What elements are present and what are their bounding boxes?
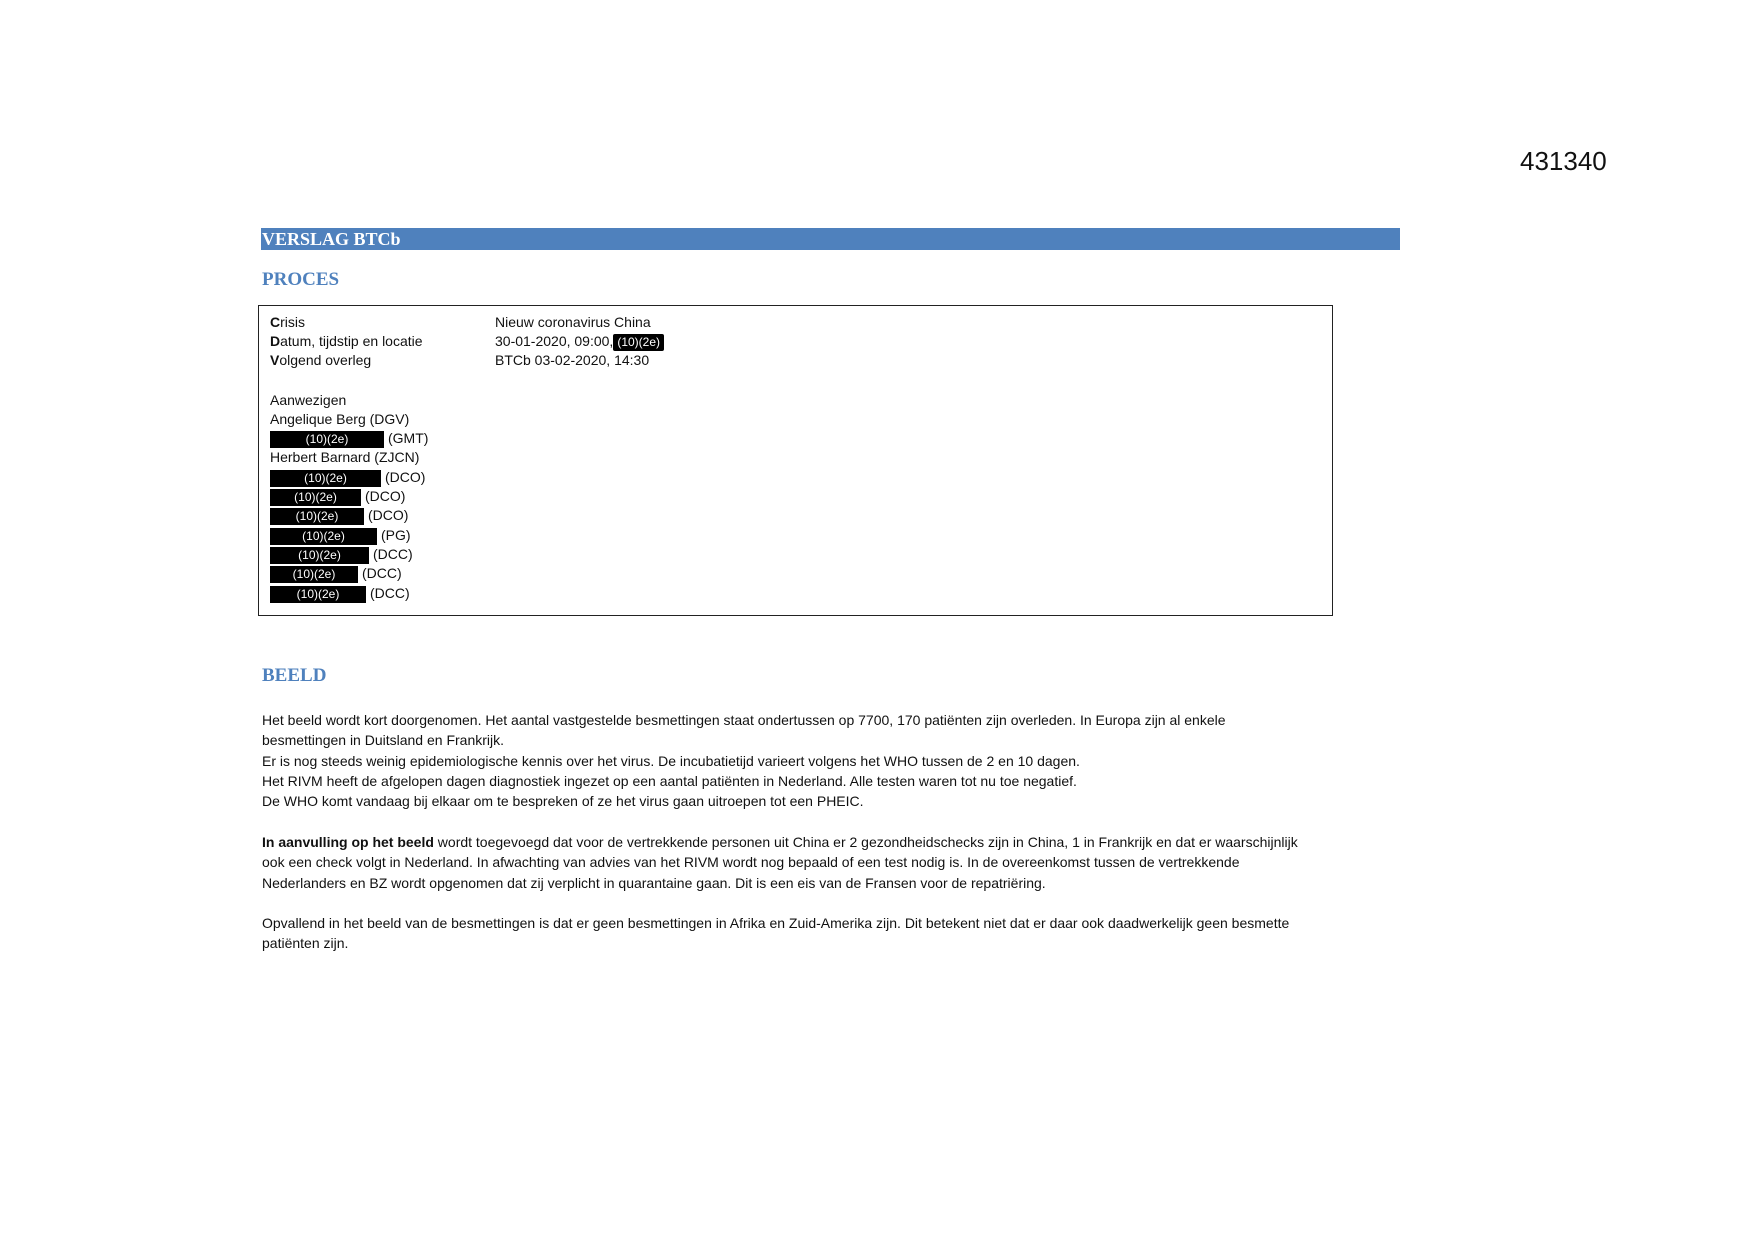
proces-table [258,305,1333,616]
text-line: Het beeld wordt kort doorgenomen. Het aantal vastgestelde besmettingen staat ondertussen op 7700, 170 patiënten zijn overleden. In Europa zijn al enkele [262,712,1226,728]
section-heading-proces: PROCES [262,269,340,290]
attendee: (10)(2e) (DCO) [270,506,408,525]
redaction-block: (10)(2e) [270,528,377,545]
text-line: Het RIVM heeft de afgelopen dagen diagnostiek ingezet op een aantal patiënten in Nederland. Alle testen waren tot nu toe negatief. [262,772,1077,789]
report-title: VERSLAG BTCb [261,228,1400,250]
attendee: (10)(2e) (DCO) [270,468,425,487]
redaction-block: (10)(2e) [270,470,381,487]
redaction-block: (10)(2e) [613,334,664,351]
text-line: patiënten zijn. [262,935,349,952]
attendee: (10)(2e) (DCO) [270,487,405,506]
attendee: (10)(2e) (DCC) [270,564,402,583]
beeld-paragraph-1 [262,710,1402,811]
redaction-block: (10)(2e) [270,586,366,603]
row-datum-label: Datum, tijdstip en locatie [270,333,423,349]
row-crisis-value: Nieuw coronavirus China [495,314,651,330]
attendee: (10)(2e) (PG) [270,526,411,545]
text-line: besmettingen in Duitsland en Frankrijk. [262,732,505,749]
row-crisis-label: Crisis [270,314,306,330]
attendee: (10)(2e) (DCC) [270,545,413,564]
attendee: Angelique Berg (DGV) [270,411,410,427]
row-volgend-label: Volgend overleg [270,352,372,368]
text-line: Nederlanders en BZ wordt opgenomen dat zij verplicht in quarantaine gaan. Dit is een eis van de Fransen voor de repatriëring. [262,874,1046,891]
redaction-block: (10)(2e) [270,489,361,506]
document-number: 431340 [1520,146,1607,176]
text-line: In aanvulling op het beeld wordt toegevoegd dat voor de vertrekkende personen uit China er 2 gezondheidschecks zijn in China, 1 in Frankrijk en dat er waarschijnlijk [262,834,1298,850]
redaction-block: (10)(2e) [270,508,364,525]
section-heading-beeld: BEELD [262,665,327,686]
text-line: De WHO komt vandaag bij elkaar om te bespreken of ze het virus gaan uitroepen tot een PHEIC. [262,793,864,810]
beeld-paragraph-2 [262,832,1402,893]
redaction-block: (10)(2e) [270,547,369,564]
attendee: (10)(2e) (GMT) [270,429,428,448]
beeld-paragraph-3 [262,913,1402,954]
redaction-block: (10)(2e) [270,566,358,583]
row-datum-value: 30-01-2020, 09:00, (10)(2e) [495,332,664,351]
attendees-heading: Aanwezigen [270,392,347,408]
bold-lead: In aanvulling op het beeld [262,834,434,850]
text-line: Er is nog steeds weinig epidemiologische kennis over het virus. De incubatietijd varieert volgens het WHO tussen de 2 en 10 dagen. [262,752,1080,769]
redaction-block: (10)(2e) [270,431,384,448]
row-volgend-value: BTCb 03-02-2020, 14:30 [495,352,650,368]
attendee: Herbert Barnard (ZJCN) [270,449,420,465]
attendee: (10)(2e) (DCC) [270,584,410,603]
text-line: Opvallend in het beeld van de besmettingen is dat er geen besmettingen in Afrika en Zuid-Amerika zijn. Dit betekent niet dat er daar ook daadwerkelijk geen besmette [262,915,1290,931]
text-line: ook een check volgt in Nederland. In afwachting van advies van het RIVM wordt nog bepaald of een test nodig is. In de overeenkomst tussen de vertrekkende [262,854,1240,871]
